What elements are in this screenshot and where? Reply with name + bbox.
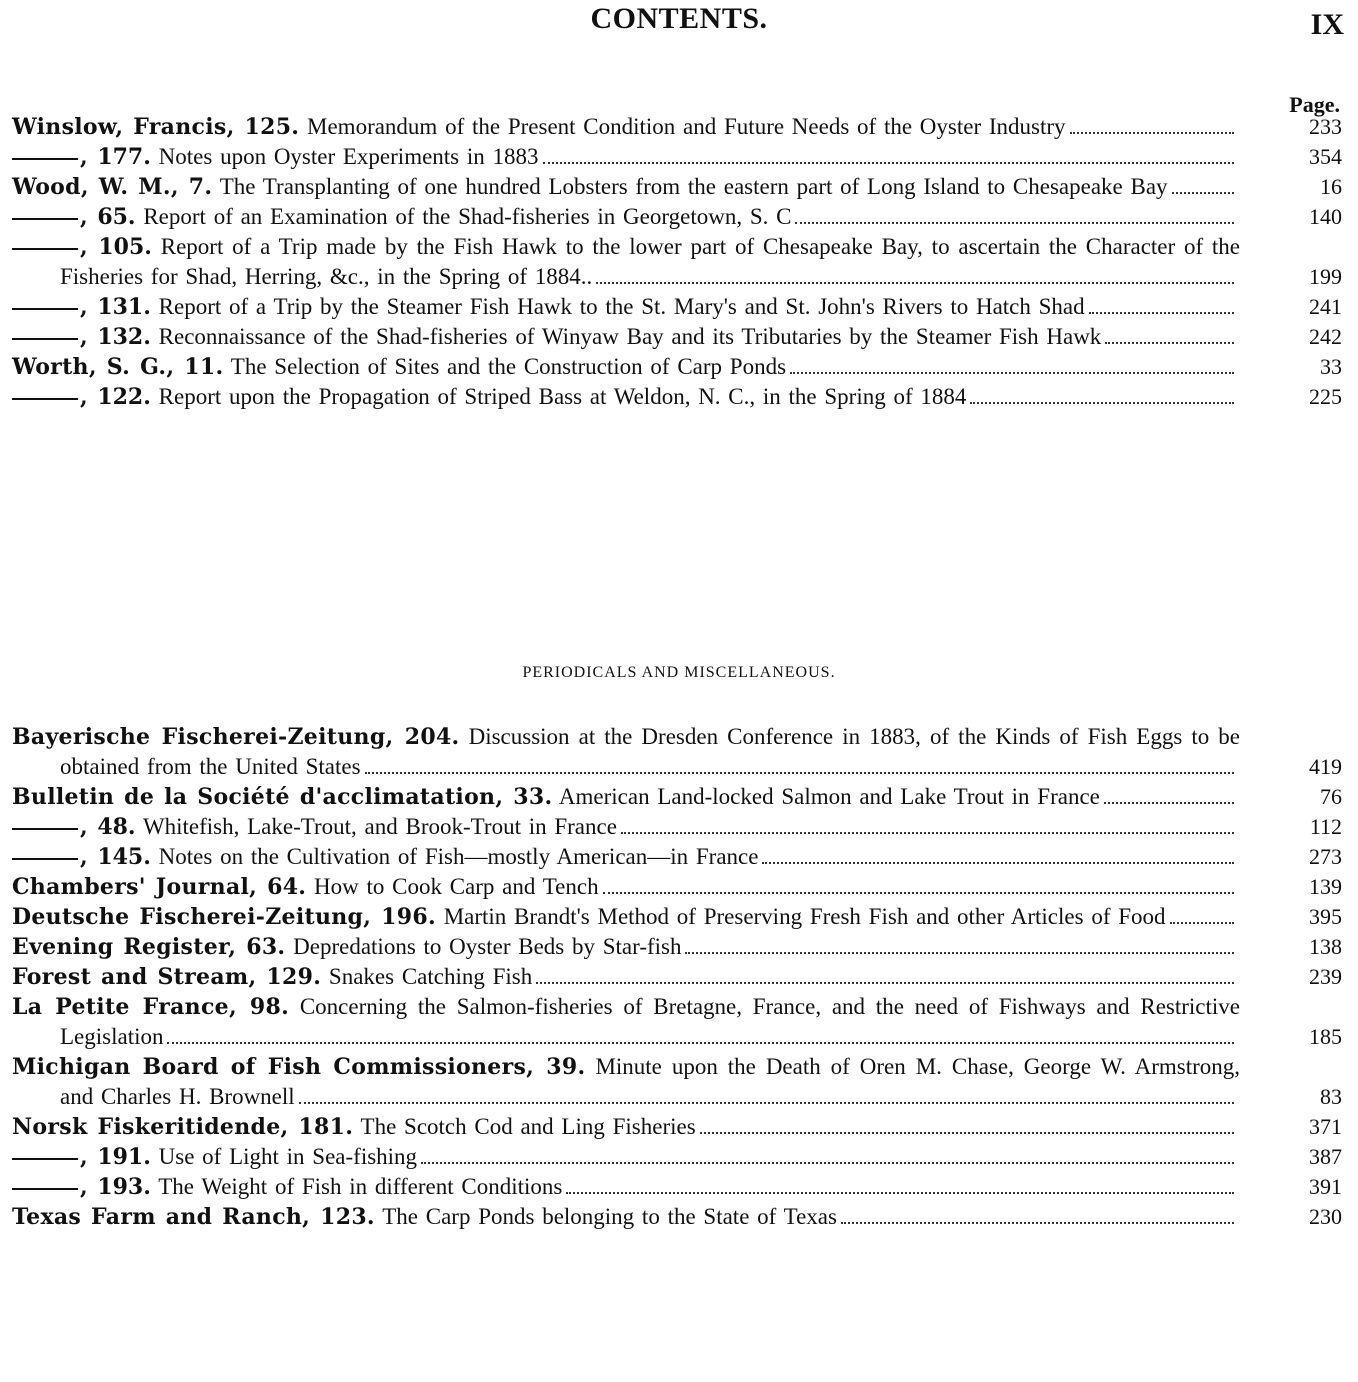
toc-entry	[0, 382, 1358, 412]
page-numeral: IX	[1310, 8, 1344, 41]
toc-entry-title: The Carp Ponds belonging to the State of Texas	[382, 1204, 837, 1229]
toc-list-authors	[0, 112, 1358, 412]
toc-entry	[0, 992, 1358, 1052]
toc-entry-text	[60, 382, 1240, 412]
dot-leader	[970, 402, 1234, 404]
toc-list-periodicals	[0, 722, 1358, 1232]
toc-entry-text	[60, 202, 1240, 232]
toc-entry-author: Wood, W. M., 7.	[12, 174, 213, 200]
toc-entry-author: Evening Register, 63.	[12, 934, 286, 960]
toc-entry-author: Worth, S. G., 11.	[12, 354, 224, 380]
toc-entry-text	[12, 932, 1240, 962]
toc-entry-text	[12, 1112, 1240, 1142]
dot-leader	[621, 832, 1234, 834]
dot-leader	[1170, 922, 1234, 924]
toc-entry-page: 140	[1309, 204, 1342, 229]
toc-entry-text	[12, 992, 1241, 1052]
dot-leader	[1070, 132, 1234, 134]
toc-entry-title: Martin Brandt's Method of Preserving Fresh Fish and other Articles of Food	[443, 904, 1166, 929]
toc-entry-title: Discussion at the Dresden Conference in 1883, of the Kinds of Fish Eggs to be obtained from the United States	[60, 724, 1240, 779]
toc-entry-page: 239	[1309, 964, 1342, 989]
toc-entry-title: Reconnaissance of the Shad-fisheries of Winyaw Bay and its Tributaries by the Steamer Fish Hawk	[158, 324, 1102, 349]
toc-entry-author: , 132.	[80, 324, 151, 350]
toc-entry-title: Snakes Catching Fish	[328, 964, 533, 989]
toc-entry-text	[60, 842, 1240, 872]
toc-entry-page: 354	[1309, 144, 1342, 169]
toc-entry	[0, 292, 1358, 322]
dot-leader	[700, 1132, 1234, 1134]
toc-entry-page: 33	[1320, 354, 1342, 379]
toc-entry-author: Winslow, Francis, 125.	[12, 114, 300, 140]
dot-leader	[167, 1042, 1234, 1044]
toc-entry-text	[60, 232, 1240, 292]
toc-entry	[0, 962, 1358, 992]
toc-entry-author: Forest and Stream, 129.	[12, 964, 322, 990]
toc-entry-title: American Land-locked Salmon and Lake Trout in France	[558, 784, 1100, 809]
toc-entry-text	[12, 172, 1240, 202]
ditto-dash	[12, 1158, 78, 1160]
toc-entry	[0, 902, 1358, 932]
page-head-title: CONTENTS.	[590, 2, 768, 35]
toc-entry-title: Use of Light in Sea-fishing	[158, 1144, 418, 1169]
toc-entry-text	[12, 1052, 1241, 1112]
toc-entry-title: Concerning the Salmon-fisheries of Bretagne, France, and the need of Fishways and Restrictive Legislation	[60, 994, 1241, 1049]
toc-entry-author: Bayerische Fischerei-Zeitung, 204.	[12, 724, 460, 750]
dot-leader	[841, 1222, 1234, 1224]
toc-entry	[0, 352, 1358, 382]
toc-entry	[0, 142, 1358, 172]
toc-entry-author: , 48.	[80, 814, 136, 840]
toc-entry-text	[12, 1202, 1240, 1232]
dot-leader	[421, 1162, 1234, 1164]
ditto-dash	[12, 858, 78, 860]
toc-entry-page: 395	[1309, 904, 1342, 929]
toc-entry	[0, 722, 1358, 782]
dot-leader	[299, 1102, 1234, 1104]
dot-leader	[365, 772, 1234, 774]
ditto-dash	[12, 218, 78, 220]
toc-entry-page: 76	[1320, 784, 1342, 809]
toc-entry-text	[60, 292, 1240, 322]
ditto-dash	[12, 828, 78, 830]
dot-leader	[790, 372, 1234, 374]
toc-entry	[0, 172, 1358, 202]
toc-entry-page: 139	[1309, 874, 1342, 899]
ditto-dash	[12, 338, 78, 340]
dot-leader	[603, 892, 1234, 894]
toc-entry	[0, 1172, 1358, 1202]
toc-entry-title: The Selection of Sites and the Construction of Carp Ponds	[230, 354, 787, 379]
toc-entry-title: Report of an Examination of the Shad-fisheries in Georgetown, S. C	[143, 204, 792, 229]
toc-entry-page: 419	[1309, 754, 1342, 779]
toc-entry	[0, 782, 1358, 812]
dot-leader	[1105, 342, 1234, 344]
toc-entry-page: 199	[1309, 264, 1342, 289]
section-heading: PERIODICALS AND MISCELLANEOUS.	[522, 664, 836, 681]
toc-entry	[0, 1142, 1358, 1172]
toc-entry-title: Memorandum of the Present Condition and Future Needs of the Oyster Industry	[307, 114, 1066, 139]
toc-entry-text	[12, 722, 1240, 782]
page-column-label: Page.	[1289, 92, 1340, 117]
toc-entry-page: 138	[1309, 934, 1342, 959]
toc-entry-author: , 105.	[80, 234, 152, 260]
dot-leader	[795, 222, 1234, 224]
toc-entry-title: Minute upon the Death of Oren M. Chase, George W. Armstrong, and Charles H. Brownell	[60, 1054, 1241, 1109]
toc-entry	[0, 322, 1358, 352]
toc-entry-text	[60, 322, 1240, 352]
toc-entry-title: Depredations to Oyster Beds by Star-fish	[293, 934, 682, 959]
dot-leader	[566, 1192, 1234, 1194]
toc-entry-page: 185	[1309, 1024, 1342, 1049]
toc-entry-author: Norsk Fiskeritidende, 181.	[12, 1114, 354, 1140]
toc-entry	[0, 1202, 1358, 1232]
toc-entry	[0, 1052, 1358, 1112]
toc-entry-page: 391	[1309, 1174, 1342, 1199]
toc-entry-title: The Transplanting of one hundred Lobsters from the eastern part of Long Island to Chesapeake Bay	[219, 174, 1168, 199]
toc-entry	[0, 812, 1358, 842]
toc-entry-author: Bulletin de la Société d'acclimatation, 33.	[12, 784, 553, 810]
toc-entry-title: Report of a Trip by the Steamer Fish Hawk to the St. Mary's and St. John's Rivers to Hatch Shad	[158, 294, 1085, 319]
dot-leader	[536, 982, 1234, 984]
toc-entry	[0, 232, 1358, 292]
toc-entry-author: Michigan Board of Fish Commissioners, 39.	[12, 1054, 586, 1080]
toc-entry-author: , 191.	[80, 1144, 151, 1170]
ditto-dash	[12, 158, 78, 160]
dot-leader	[1172, 192, 1234, 194]
toc-entry-text	[12, 352, 1240, 382]
toc-entry-page: 273	[1309, 844, 1342, 869]
toc-entry-text	[60, 1142, 1240, 1172]
toc-entry-page: 230	[1309, 1204, 1342, 1229]
toc-entry-author: Chambers' Journal, 64.	[12, 874, 307, 900]
toc-entry-author: , 145.	[80, 844, 151, 870]
running-head	[0, 0, 1358, 50]
ditto-dash	[12, 398, 78, 400]
dot-leader	[685, 952, 1234, 954]
toc-entry-text	[12, 782, 1240, 812]
toc-entry-page: 233	[1309, 114, 1342, 139]
toc-entry-text	[12, 872, 1240, 902]
toc-entry-author: Texas Farm and Ranch, 123.	[12, 1204, 375, 1230]
dot-leader	[543, 162, 1234, 164]
toc-entry-author: , 65.	[80, 204, 136, 230]
toc-entry	[0, 872, 1358, 902]
toc-entry	[0, 932, 1358, 962]
toc-entry	[0, 1112, 1358, 1142]
toc-entry-author: , 177.	[80, 144, 151, 170]
toc-entry-title: Whitefish, Lake-Trout, and Brook-Trout in France	[142, 814, 617, 839]
dot-leader	[1089, 312, 1234, 314]
toc-entry-author: Deutsche Fischerei-Zeitung, 196.	[12, 904, 436, 930]
ditto-dash	[12, 1188, 78, 1190]
toc-entry-page: 16	[1320, 174, 1342, 199]
toc-entry-title: Report of a Trip made by the Fish Hawk to the lower part of Chesapeake Bay, to ascertain the Character of the Fisheries for Shad, Herring, &c., in the Spring of 1884..	[60, 234, 1241, 289]
toc-entry-author: La Petite France, 98.	[12, 994, 290, 1020]
toc-entry-page: 387	[1309, 1144, 1342, 1169]
toc-entry-text	[12, 902, 1240, 932]
ditto-dash	[12, 308, 78, 310]
toc-entry-page: 242	[1309, 324, 1342, 349]
toc-entry	[0, 842, 1358, 872]
dot-leader	[762, 862, 1234, 864]
toc-entry-title: Notes on the Cultivation of Fish—mostly American—in France	[158, 844, 759, 869]
toc-entry-text	[60, 1172, 1240, 1202]
toc-entry-text	[12, 112, 1240, 142]
toc-entry-title: Report upon the Propagation of Striped Bass at Weldon, N. C., in the Spring of 1884	[158, 384, 967, 409]
dot-leader	[1104, 802, 1234, 804]
toc-entry-page: 83	[1320, 1084, 1342, 1109]
toc-entry-text	[60, 812, 1240, 842]
toc-entry-text	[60, 142, 1240, 172]
toc-entry-title: The Weight of Fish in different Conditions	[158, 1174, 563, 1199]
toc-entry-page: 371	[1309, 1114, 1342, 1139]
toc-entry-author: , 193.	[80, 1174, 151, 1200]
toc-entry-title: The Scotch Cod and Ling Fisheries	[360, 1114, 696, 1139]
toc-entry-title: Notes upon Oyster Experiments in 1883	[158, 144, 539, 169]
toc-entry-author: , 122.	[80, 384, 151, 410]
toc-entry-title: How to Cook Carp and Tench	[314, 874, 599, 899]
toc-entry-page: 112	[1309, 814, 1342, 839]
toc-entry-page: 225	[1309, 384, 1342, 409]
ditto-dash	[12, 248, 78, 250]
toc-entry-page: 241	[1309, 294, 1342, 319]
toc-entry	[0, 112, 1358, 142]
toc-entry-author: , 131.	[80, 294, 151, 320]
dot-leader	[596, 282, 1234, 284]
toc-entry-text	[12, 962, 1240, 992]
toc-entry	[0, 202, 1358, 232]
